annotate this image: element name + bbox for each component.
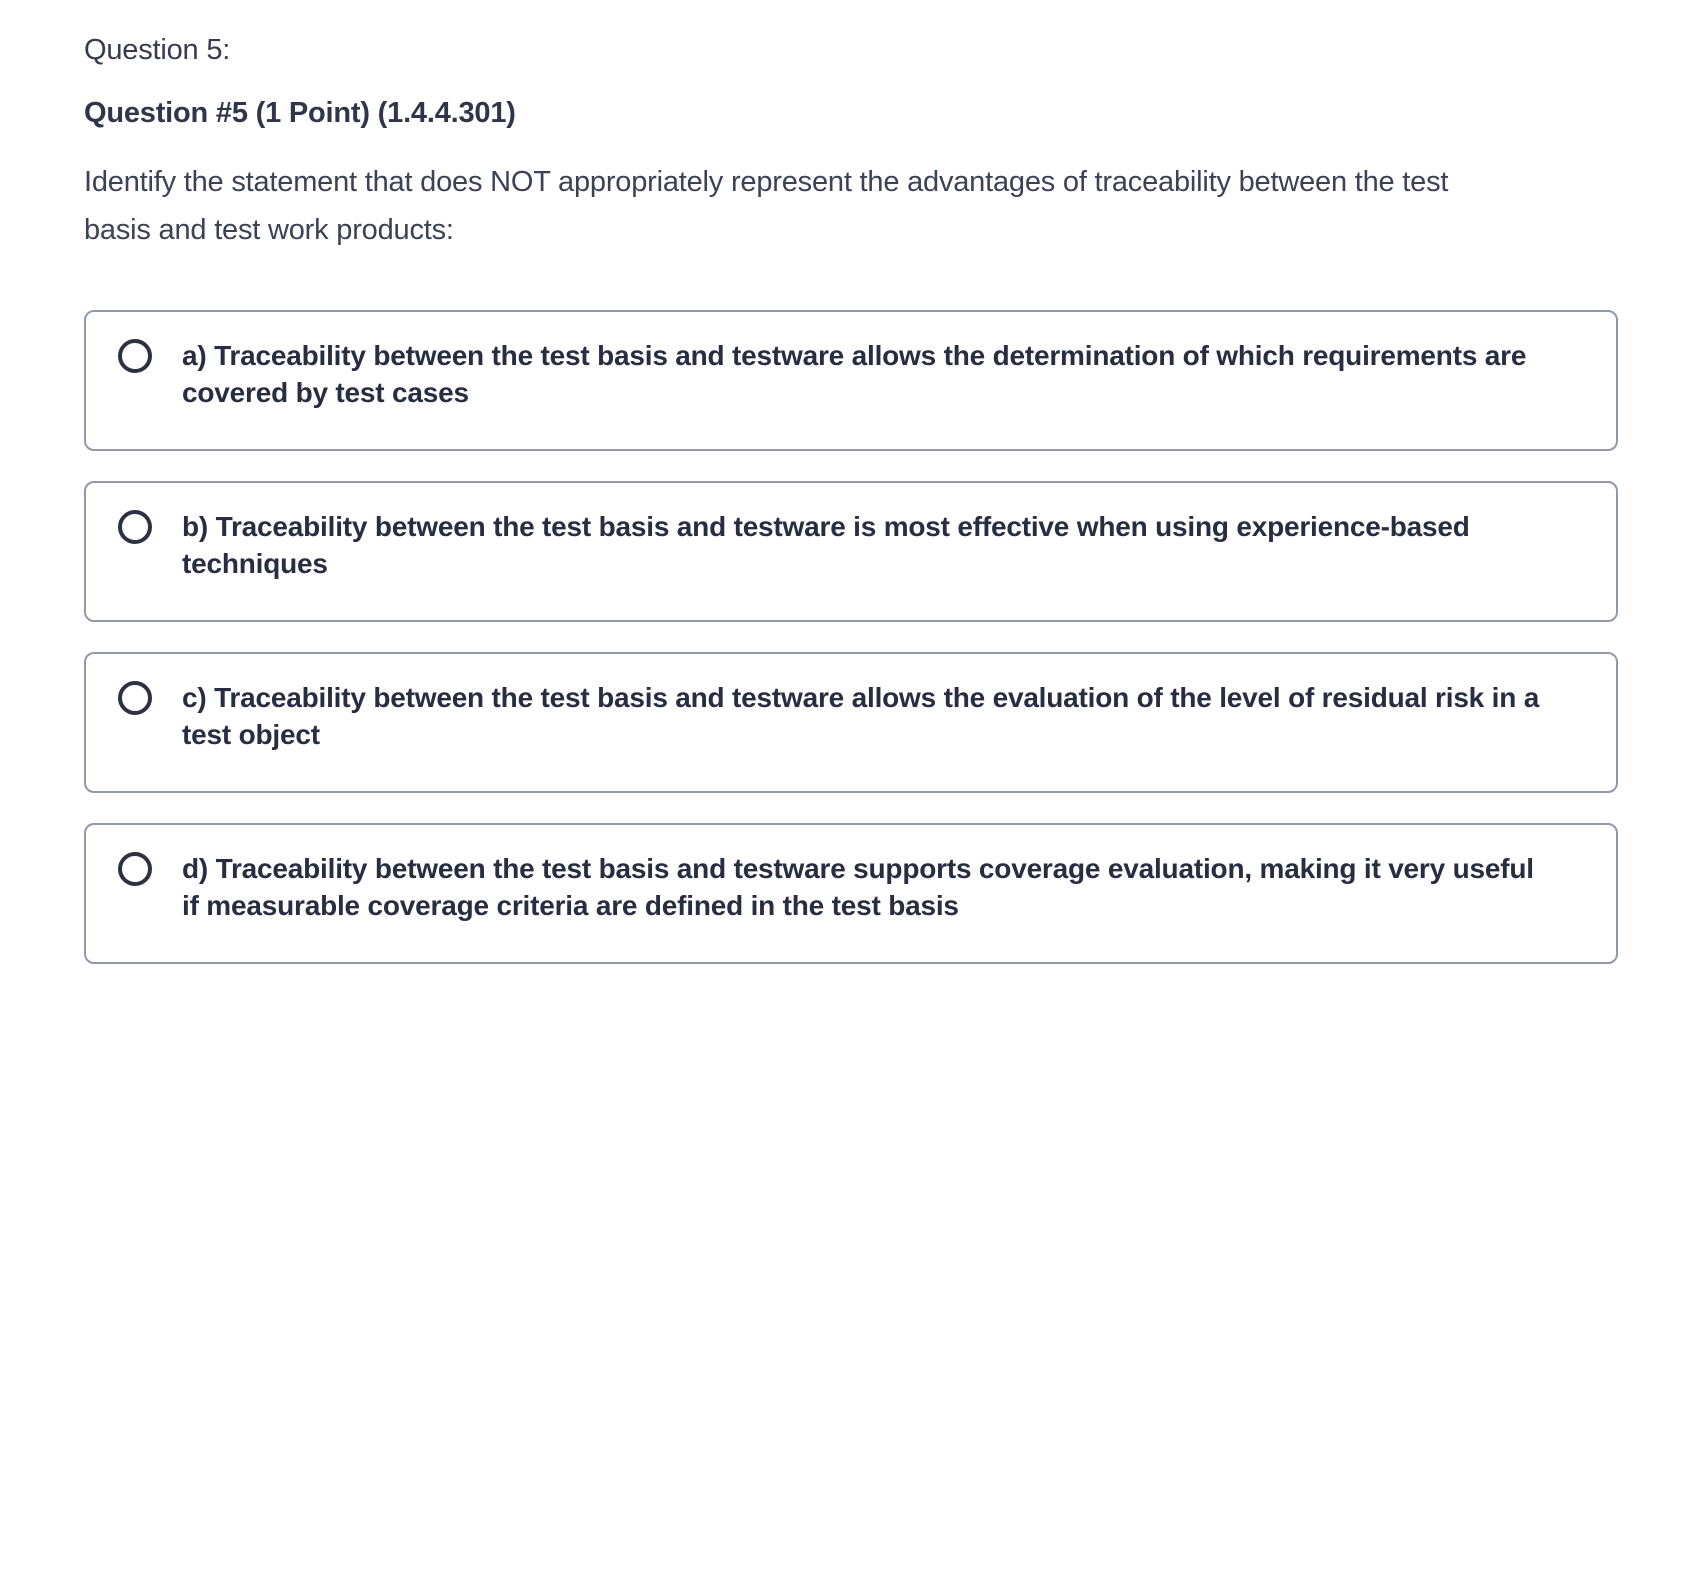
answer-option-c-label: c) Traceability between the test basis and testware allows the evaluation of the level of residual risk in a test object [182, 682, 1540, 750]
radio-button-b[interactable] [118, 510, 152, 544]
answer-option-b-label: b) Traceability between the test basis and testware is most effective when using experience-based techniques [182, 511, 1470, 579]
question-text: Identify the statement that does NOT appropriately represent the advantages of traceability between the test basis and test work products: [84, 166, 1449, 246]
answer-option-d-label: d) Traceability between the test basis and testware supports coverage evaluation, making it very useful if measurable coverage criteria are defined in the test basis [182, 853, 1534, 921]
answer-option-a[interactable] [84, 310, 1618, 451]
answer-options-list [84, 310, 1618, 964]
question-title: Question #5 (1 Point) (1.4.4.301) [84, 97, 516, 129]
question-number-heading: Question 5: [84, 34, 231, 66]
answer-option-a-label: a) Traceability between the test basis and testware allows the determination of which requirements are covered by test cases [182, 340, 1527, 408]
answer-option-b[interactable] [84, 481, 1618, 622]
answer-option-d[interactable] [84, 823, 1618, 964]
answer-option-c[interactable] [84, 652, 1618, 793]
radio-button-d[interactable] [118, 852, 152, 886]
radio-button-a[interactable] [118, 339, 152, 373]
radio-button-c[interactable] [118, 681, 152, 715]
